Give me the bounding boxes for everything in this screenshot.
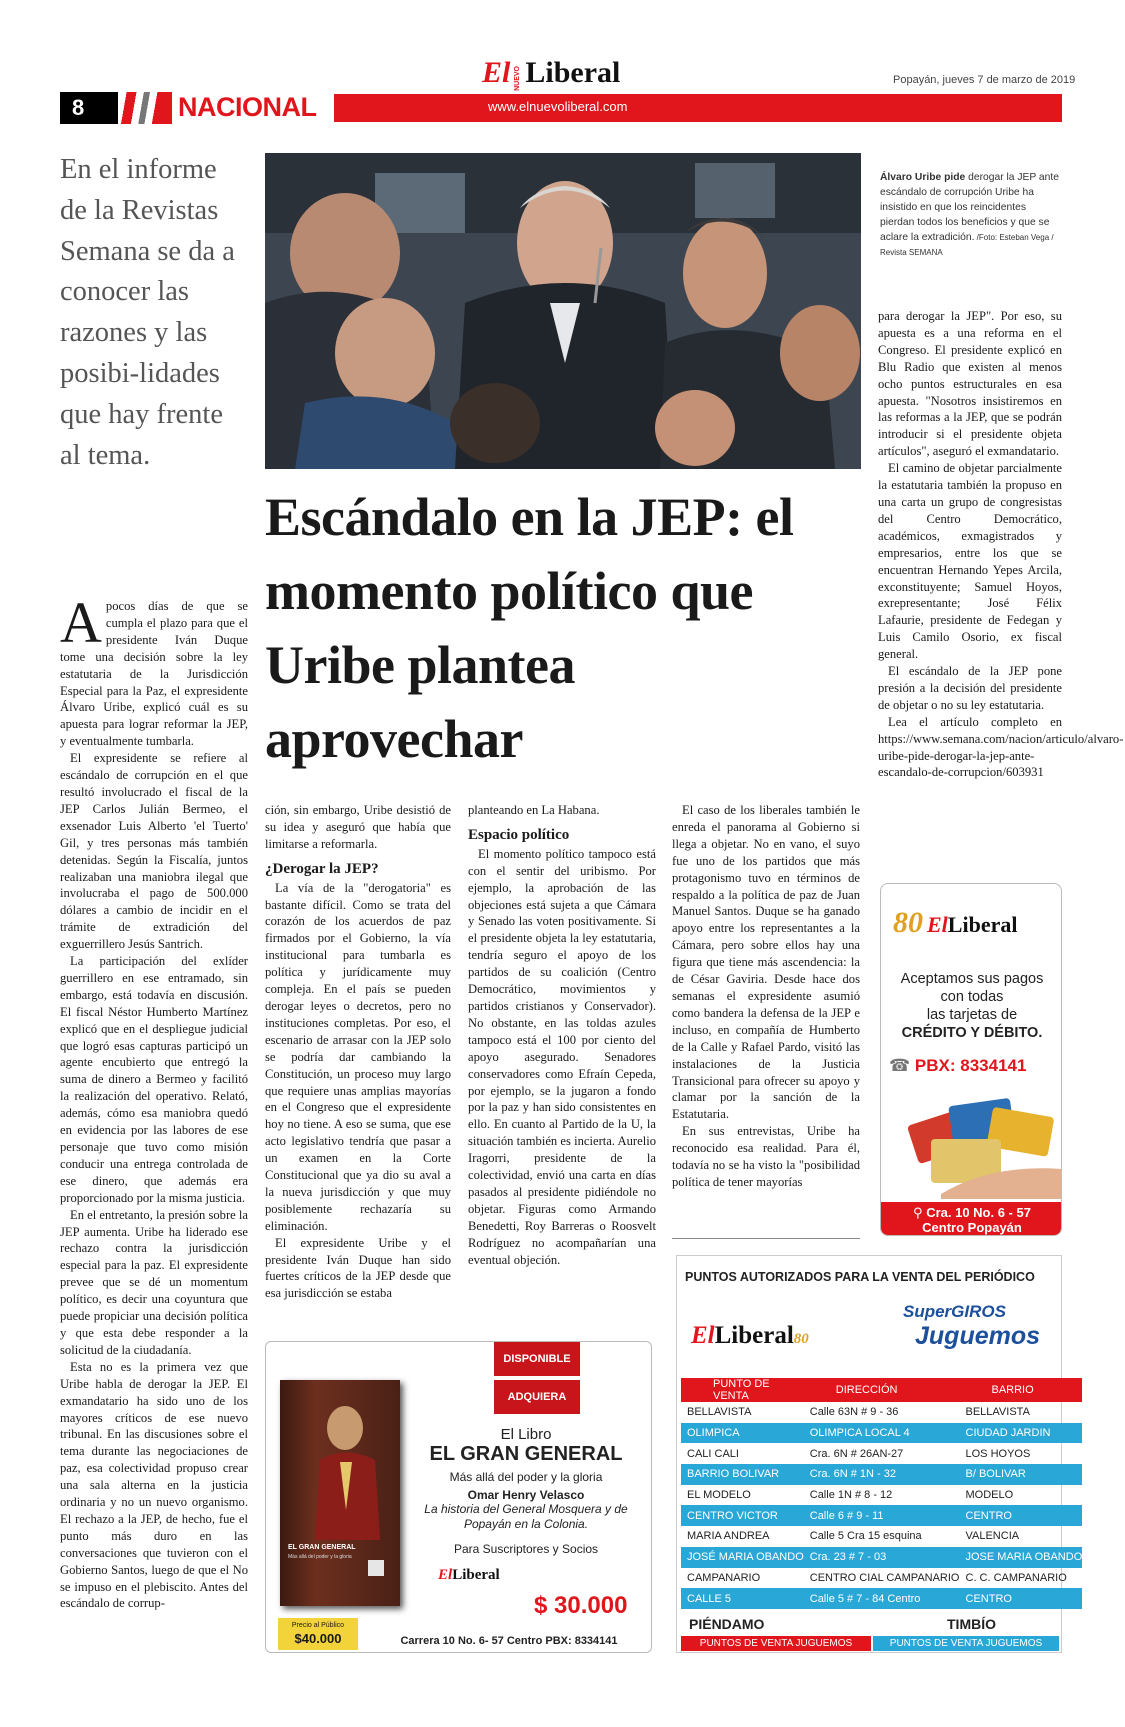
- article-column-4: [672, 802, 860, 1191]
- article-photo: [265, 153, 861, 469]
- sales-points-table: [681, 1378, 1082, 1609]
- newspaper-logo: [482, 56, 620, 91]
- cell-punto: BARRIO BOLIVAR: [681, 1464, 804, 1485]
- col2-p2: La vía de la "derogatoria" es bastante difícil. Como se trata del corazón de los acuerdos de paz firmados por el Gobierno, la vía institucional para tumbarla es política y jurídicamente muy compleja. En el país se pueden derogar leyes o decretos, pero no instituciones completas. Por eso, el escenario de arrasar con la JEP solo se podría dar cambiando la Constitución, un proceso muy largo que requiere unas amplias mayorías en el Congreso que el expresidente hoy no tiene. A eso se suma, que ese acto legislativo tendría que pasar a un examen en la Corte Constitucional que ya dio su aval a la nueva jurisdicción y que muy posiblemente rechazaría su eliminación.: [265, 880, 451, 1233]
- payment-text: [881, 970, 1062, 1042]
- col1-p2: El expresidente se refiere al escándalo de corrupción en el que resultó involucrado el fiscal de la JEP Carlos Julián Bermeo, el exsenador Luis Alberto 'el Tuerto' Gil, y tres personas más también detenidas. Según la Fiscalía, juntos realizaban una maniobra ilegal que involucraba el pago de 500.000 dólares a cambio de incidir en el trámite de extradición del exguerrillero Jesús Santrich.: [60, 751, 248, 952]
- drop-cap: A: [60, 590, 102, 655]
- book-price: $ 30.000: [534, 1592, 628, 1619]
- book-subtitle: Más allá del poder y la gloria: [449, 1470, 603, 1484]
- cell-punto: EL MODELO: [687, 1489, 751, 1502]
- book-footer: Carrera 10 No. 6- 57 Centro PBX: 8334141: [400, 1635, 618, 1647]
- cell-barrio: LOS HOYOS: [965, 1447, 1031, 1460]
- table-row: [681, 1568, 1082, 1589]
- cell-punto: JOSÉ MARIA OBANDO: [681, 1547, 804, 1568]
- table-row: [681, 1443, 1082, 1464]
- col4-p1: El caso de los liberales también le enreda el panorama al Gobierno si llega a objetar. No en vano, el suyo fue uno de los partidos que más protagonismo tuvo en términos de respaldo a la política de paz de Juan Manuel Santos. Duque se ha ganado apoyo entre los representantes a la Cámara, pero sobre ellos hay una figura que tiene más ascendencia: la de César Gaviria. Desde hace dos semanas el expresidente asumió como bandera la defensa de la JEP e incluso, en compañía de Humberto de la Calle y Rafael Pardo, visitó las instalaciones de la Justicia Transicional para ofrecer su apoyo y clamar por la sanción de la Estatutaria.: [672, 803, 860, 1122]
- header-direccion: DIRECCIÓN: [804, 1378, 960, 1402]
- article-column-1: [60, 590, 248, 1612]
- book-author: Omar Henry Velasco: [467, 1488, 585, 1502]
- payment-address-bar: [881, 1202, 1062, 1236]
- cell-punto: CENTRO VICTOR: [681, 1505, 804, 1526]
- caption-bold: Álvaro Uribe pide: [880, 172, 966, 183]
- cell-barrio: CENTRO: [960, 1505, 1083, 1526]
- sales-points-box: [676, 1255, 1083, 1653]
- cell-barrio: BELLAVISTA: [965, 1406, 1030, 1419]
- header-stripes: [118, 92, 174, 124]
- col1-p1: pocos días de que se cumpla el plazo para que el presidente Iván Duque tome una decisión sobre la ley estatutaria de la Jurisdicción Especial para la Paz, el expresidente Álvaro Uribe, explicó cuál es su apuesta para lograr reformar la JEP, y eventualmente tumbarla.: [60, 599, 248, 749]
- ad-logo: [893, 906, 1017, 940]
- table-row: [681, 1464, 1082, 1485]
- col3-p2: El momento político tampoco está con el sentir del uribismo. Por ejemplo, la aprobación de las objeciones está sujeta a que Cámara y Senado las voten positivamente. Si el presidente objeta la ley estatutaria, tendría seguro el apoyo de los partidos de su coalición (Centro Democrático, movimientos y partidos cristianos y Conservador). No obstante, en las toldas azules tampoco está el 100 por ciento del apoyo asegurado. Senadores conservadores como Efraín Cepeda, por ejemplo, se la jugaron a fondo por la paz y han sido consistentes en ello. En cuanto al Partido de la U, la situación también es incierta. Aurelio Iragorri, presidente de la colectividad, envió una carta en días pasados al presidente pidiéndole no objetar. Figuras como Armando Benedetti, Roy Barreras o Roosvelt Rodríguez no acompañarían una eventual objeción.: [468, 846, 656, 1267]
- page-number: 8: [72, 95, 85, 120]
- cell-direccion: Calle 63N # 9 - 36: [809, 1406, 899, 1419]
- cell-direccion: Calle 5 Cra 15 esquina: [809, 1530, 922, 1543]
- article-column-3: [468, 802, 656, 1268]
- col5-p2: El camino de objetar parcialmente la estatutaria también la propuso en una carta un grupo de congresistas del Centro Democrático, académicos, exmagistrados y empresarios, entre los que se encuentran Hernando Yepes Arcila, exconstituyente; Samuel Hoyos, exrepresentante; José Félix Lafaurie, presidente de Fedegan y Luis Camilo Osorio, ex fiscal general.: [878, 461, 1062, 662]
- col5-p1: para derogar la JEP". Por eso, su apuesta es a una reforma en el Congreso. El presidente explicó en Blu Radio que existen al menos ocho puntos estructurales en esa apuesta. "Nosotros insistiremos en las reformas a la JEP, que se podrán introducir si el presidente objeta artículos", aseguró el exmandatario.: [878, 309, 1062, 459]
- photo-credit: /Foto: Esteban Vega / Revista SEMANA: [880, 233, 1054, 257]
- col1-p3: La participación del exlíder guerrillero en ese entramado, sin embargo, está todavía en discusión. El fiscal Néstor Humberto Martínez explicó que en el despliegue judicial que logró esas capturas participó un agente encubierto que entregó la suma de dinero a Bermeo y facilitó la realización del operativo. Relató, además, cómo esa maniobra quedó en evidencia por las labores de ese personaje que tuvo como misión conducir una entrega controlada de ese dinero, que además era proporcionado por la misma justicia.: [60, 954, 248, 1205]
- sales-logo-el: El: [691, 1322, 715, 1349]
- cell-direccion: Cra. 23 # 7 - 03: [804, 1547, 960, 1568]
- logo-el: El: [482, 56, 511, 89]
- col4-p2: En sus entrevistas, Uribe ha reconocido esa realidad. Para él, todavía no se ha visto la "posibilidad política de tener mayorías: [672, 1124, 860, 1189]
- sales-points-rows: [681, 1402, 1082, 1609]
- sales-points-title: PUNTOS AUTORIZADOS PARA LA VENTA DEL PERIÓDICO: [685, 1270, 1035, 1284]
- congress-photo-illustration: [265, 153, 861, 469]
- website-url[interactable]: www.elnuevoliberal.com: [488, 99, 628, 114]
- book-description: La historia del General Mosquera y de Popayán en la Colonia.: [424, 1502, 628, 1531]
- article-column-2: [265, 802, 451, 1302]
- phone-icon: ☎: [889, 1056, 911, 1075]
- payment-ad: [880, 883, 1062, 1236]
- col1-p4: En el entretanto, la presión sobre la JEP aumenta. Uribe ha liderado ese rechazo contra la jurisdicción especial para la paz. El expresidente prevee que se dé un momentum político, es decir una coyuntura que puede propiciar una decisión política y que esta debe responder a la solicitud de la ciudadanía.: [60, 1207, 248, 1357]
- column-rule: [672, 1238, 860, 1239]
- sales-logo-anniversary: 80: [793, 1331, 809, 1347]
- town-right-sub: PUNTOS DE VENTA JUGUEMOS: [873, 1636, 1059, 1651]
- col5-p3: El escándalo de la JEP pone presión a la decisión del presidente de objetar o no su ley estatutaria.: [878, 664, 1062, 712]
- supergiros-logo: SuperGIROS: [903, 1302, 1006, 1321]
- col2-p3: El expresidente Uribe y el presidente Iván Duque han sido fuertes críticos de la JEP desde que esa jurisdicción se estaba: [265, 1235, 451, 1301]
- book-cover-subtitle: Más allá del poder y la gloria: [288, 1554, 352, 1560]
- masthead: [0, 0, 1125, 130]
- ad-logo-el: El: [927, 912, 948, 937]
- cell-barrio: MODELO: [965, 1489, 1014, 1502]
- table-row: [681, 1526, 1082, 1547]
- public-price-box: [278, 1618, 358, 1650]
- payment-pbx: [889, 1056, 1059, 1076]
- ad-logo-liberal: Liberal: [947, 912, 1018, 937]
- header-barrio: BARRIO: [960, 1378, 1083, 1402]
- cell-barrio: JOSE MARIA OBANDO: [960, 1547, 1083, 1568]
- table-row: [681, 1423, 1082, 1444]
- book-subscribers: Para Suscriptores y Socios: [453, 1542, 599, 1556]
- header-punto: PUNTO DE VENTA: [681, 1378, 804, 1402]
- cell-direccion: OLIMPICA LOCAL 4: [804, 1423, 960, 1444]
- photo-caption: [880, 170, 1060, 260]
- payment-pbx-number: PBX: 8334141: [914, 1056, 1027, 1075]
- cell-barrio: VALENCIA: [965, 1530, 1020, 1543]
- col2-p1: ción, sin embargo, Uribe desistió de su idea y aseguró que había que limitarse a reformarla.: [265, 803, 451, 851]
- book-cover-title: EL GRAN GENERAL: [288, 1544, 356, 1551]
- subhead-espacio: Espacio político: [468, 826, 570, 843]
- col1-p5: Esta no es la primera vez que Uribe habla de derogar la JEP. El exmandatario ha sido uno de los mayores críticos de ese nuevo tribunal. En las discusiones sobre el tema durante las negociaciones de paz, esa colectividad propuso crear una sala alterna en la justicia ordinaria y no un nuevo organismo. El rechazo a la JEP, de hecho, fue el punto más duro en las conversaciones que tuvieron con el Gobierno Santos, luego de que el No se impuso en el plebiscito. Antes del escándalo de corrup-: [60, 1359, 248, 1611]
- book-title: EL GRAN GENERAL: [429, 1443, 623, 1465]
- logo-liberal: Liberal: [525, 56, 621, 89]
- cell-barrio: B/ BOLIVAR: [960, 1464, 1083, 1485]
- cell-punto: MARIA ANDREA: [687, 1530, 770, 1543]
- town-left: PIÉNDAMO: [689, 1616, 765, 1632]
- page-number-box: [60, 92, 120, 124]
- col5-p4[interactable]: Lea el artículo completo en https://www.semana.com/nacion/articulo/alvaro-uribe-pide-derogar-la-jep-ante-escandalo-de-corrupcion/603931: [878, 714, 1124, 780]
- dateline: Popayán, jueves 7 de marzo de 2019: [893, 74, 1076, 86]
- town-right: TIMBÍO: [947, 1616, 996, 1632]
- tag-disponible: DISPONIBLE: [494, 1342, 580, 1376]
- book-ad: [265, 1341, 652, 1653]
- pull-quote: En el informe de la Revistas Semana se da a conocer las razones y las posibi-lidades que hay frente al tema.: [60, 154, 235, 471]
- cell-punto: CALLE 5: [681, 1588, 804, 1609]
- book-ad-logo: [438, 1566, 500, 1584]
- table-row: [681, 1485, 1082, 1506]
- table-header-row: [681, 1378, 1082, 1402]
- first-paragraph: [60, 590, 248, 750]
- table-row: [681, 1402, 1082, 1423]
- book-pre: El Libro: [500, 1426, 552, 1443]
- general-portrait-illustration: [280, 1380, 400, 1606]
- caption-text: derogar la JEP ante escándalo de corrupción Uribe ha insistido en que los reincidentes pierdan todos los beneficios y que se aclare la extradición.: [880, 172, 1059, 243]
- cell-barrio: C. C. CAMPANARIO: [965, 1571, 1067, 1584]
- subhead-derogar: ¿Derogar la JEP?: [265, 860, 379, 877]
- credit-cards-icon: [901, 1094, 1061, 1199]
- table-row: [681, 1588, 1082, 1609]
- section-title: NACIONAL: [178, 92, 317, 122]
- table-row: [681, 1505, 1082, 1526]
- anniversary-number: 80: [893, 906, 923, 939]
- juguemos-logo: Juguemos: [915, 1322, 1041, 1350]
- cell-direccion: CENTRO CIAL CAMPANARIO: [809, 1571, 960, 1584]
- town-left-sub: PUNTOS DE VENTA JUGUEMOS: [681, 1636, 871, 1651]
- payment-line-3: las tarjetas de: [926, 1007, 1018, 1023]
- cell-direccion: Cra. 6N # 26AN-27: [809, 1447, 904, 1460]
- sales-logo: [691, 1322, 809, 1350]
- tag-adquiera: ADQUIERA: [494, 1380, 580, 1414]
- headline: Escándalo en la JEP: el momento político que Uribe plantea aprovechar: [265, 487, 794, 769]
- cell-punto: CAMPANARIO: [687, 1571, 761, 1584]
- col3-p1: planteando en La Habana.: [468, 803, 600, 817]
- table-row: [681, 1547, 1082, 1568]
- cell-direccion: Cra. 6N # 1N - 32: [804, 1464, 960, 1485]
- cell-direccion: Calle 1N # 8 - 12: [809, 1489, 893, 1502]
- public-price: $40.000: [294, 1631, 342, 1646]
- sales-table-wrap: [681, 1378, 1083, 1609]
- payment-line-4: CRÉDITO Y DÉBITO.: [901, 1025, 1043, 1041]
- book-logo-el: El: [438, 1567, 453, 1583]
- book-cover: [280, 1380, 400, 1606]
- cell-direccion: Calle 6 # 9 - 11: [804, 1505, 960, 1526]
- logo-nuevo: NUEVO: [514, 65, 522, 91]
- payment-line-2: con todas: [940, 989, 1004, 1005]
- cell-punto: BELLAVISTA: [687, 1406, 752, 1419]
- public-price-label: Precio al Público: [291, 1622, 345, 1629]
- cell-punto: OLIMPICA: [681, 1423, 804, 1444]
- book-logo-liberal: Liberal: [452, 1567, 500, 1583]
- address-line-2: Centro Popayán: [922, 1220, 1022, 1235]
- cell-punto: CALI CALI: [687, 1447, 739, 1460]
- cell-barrio: CIUDAD JARDIN: [960, 1423, 1083, 1444]
- sales-logo-liberal: Liberal: [714, 1322, 794, 1349]
- address-line-1: Cra. 10 No. 6 - 57: [926, 1205, 1031, 1220]
- location-icon: ⚲: [913, 1205, 923, 1220]
- cell-direccion: Calle 5 # 7 - 84 Centro: [804, 1588, 960, 1609]
- cell-barrio: CENTRO: [960, 1588, 1083, 1609]
- payment-line-1: Aceptamos sus pagos: [900, 971, 1044, 987]
- article-column-5: [878, 308, 1124, 781]
- book-info: [406, 1426, 646, 1556]
